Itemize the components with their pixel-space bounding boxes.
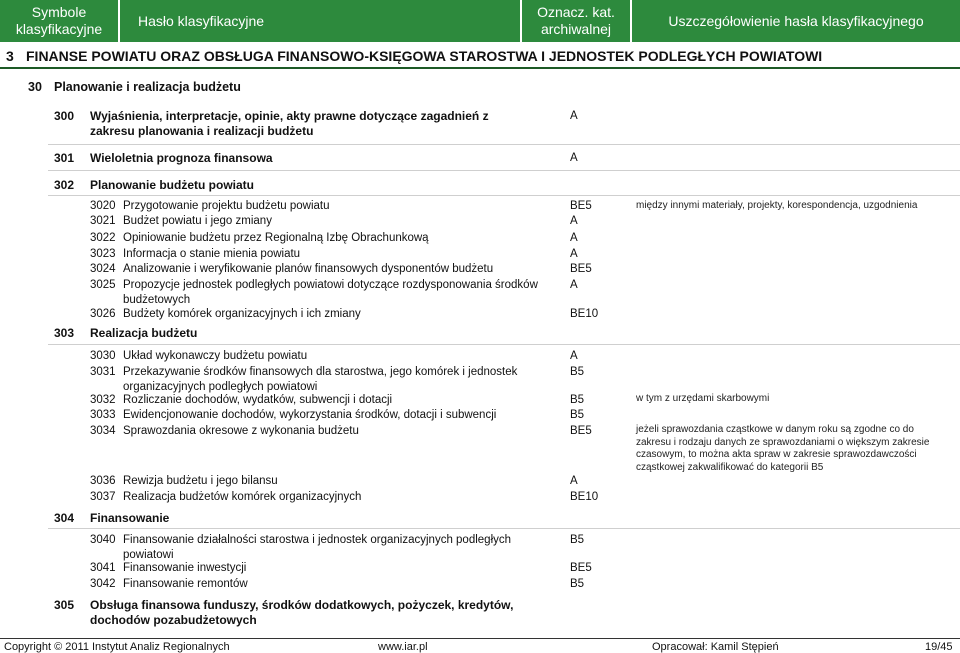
table-header bbox=[0, 0, 960, 42]
entry-code: 3036 bbox=[90, 475, 116, 487]
entry-title: Sprawozdania okresowe z wykonania budżetu bbox=[123, 425, 359, 437]
entry-title: Finansowanie działalności starostwa i jednostek organizacyjnych podległych powiatowi bbox=[123, 534, 512, 561]
class-code: 301 bbox=[54, 151, 75, 165]
entry-title: Analizowanie i weryfikowanie planów finansowych dysponentów budżetu bbox=[123, 263, 494, 275]
class-title: Planowanie budżetu powiatu bbox=[90, 178, 255, 192]
row-divider bbox=[48, 170, 960, 171]
archive-category: A bbox=[570, 110, 578, 122]
entry-code: 3025 bbox=[90, 279, 116, 291]
entry-note: jeżeli sprawozdania cząstkowe w danym roku są zgodne co do zakresu i rodzaju danych ze sprawozdaniami o większym zakresie czasowym, to można akta spraw w zakresie sprawozdawczości cząstkowej zakwalifikować do kategorii B5 bbox=[636, 424, 930, 473]
footer-author: Opracował: Kamil Stępień bbox=[652, 641, 779, 653]
entry-code: 3033 bbox=[90, 409, 116, 421]
class-code: 303 bbox=[54, 326, 75, 340]
footer-url[interactable]: www.iar.pl bbox=[378, 641, 428, 653]
class-title: Realizacja budżetu bbox=[90, 326, 198, 340]
entry-title: Rewizja budżetu i jego bilansu bbox=[123, 475, 278, 487]
entry-code: 3037 bbox=[90, 491, 116, 503]
entry-code: 3032 bbox=[90, 394, 116, 406]
header-symbol: Symbole klasyfikacyjne bbox=[15, 4, 103, 37]
class-title: Wyjaśnienia, interpretacje, opinie, akty prawne dotyczące zagadnień z zakresu planowania i realizacji budżetu bbox=[90, 109, 489, 138]
entry-code: 3030 bbox=[90, 350, 116, 362]
entry-code: 3021 bbox=[90, 215, 116, 227]
archive-category: A bbox=[570, 232, 578, 244]
entry-code: 3023 bbox=[90, 248, 116, 260]
entry-title: Rozliczanie dochodów, wydatków, subwencji i dotacji bbox=[123, 394, 393, 406]
archive-category: A bbox=[570, 279, 578, 291]
entry-code: 3034 bbox=[90, 425, 116, 437]
page-footer bbox=[0, 638, 960, 653]
header-details: Uszczegółowienie hasła klasyfikacyjnego bbox=[668, 12, 924, 29]
entry-title: Przygotowanie projektu budżetu powiatu bbox=[123, 200, 330, 212]
archive-category: A bbox=[570, 152, 578, 164]
archive-category: BE10 bbox=[570, 308, 599, 320]
archive-category: BE5 bbox=[570, 425, 592, 437]
class-title: Wieloletnia prognoza finansowa bbox=[90, 151, 273, 165]
header-category: Oznacz. kat. archiwalnej bbox=[537, 4, 615, 37]
entry-title: Informacja o stanie mienia powiatu bbox=[123, 248, 301, 260]
class-code: 305 bbox=[54, 598, 75, 612]
header-title: Hasło klasyfikacyjne bbox=[138, 12, 265, 29]
group-title: Planowanie i realizacja budżetu bbox=[54, 80, 241, 94]
archive-category: B5 bbox=[570, 534, 585, 546]
entry-code: 3042 bbox=[90, 578, 116, 590]
class-title: Finansowanie bbox=[90, 511, 170, 525]
archive-category: A bbox=[570, 248, 578, 260]
entry-code: 3031 bbox=[90, 366, 116, 378]
entry-code: 3040 bbox=[90, 534, 116, 546]
archive-category: BE5 bbox=[570, 200, 592, 212]
entry-title: Budżety komórek organizacyjnych i ich zmiany bbox=[123, 308, 361, 320]
archive-category: A bbox=[570, 475, 578, 487]
entry-note: w tym z urzędami skarbowymi bbox=[636, 393, 770, 404]
entry-title: Budżet powiatu i jego zmiany bbox=[123, 215, 272, 227]
archive-category: A bbox=[570, 215, 578, 227]
archive-category: BE10 bbox=[570, 491, 599, 503]
entry-code: 3026 bbox=[90, 308, 116, 320]
entry-title: Ewidencjonowanie dochodów, wykorzystania środków, dotacji i subwencji bbox=[123, 409, 497, 421]
entry-code: 3020 bbox=[90, 200, 116, 212]
archive-category: B5 bbox=[570, 366, 585, 378]
archive-category: BE5 bbox=[570, 263, 592, 275]
entry-title: Finansowanie inwestycji bbox=[123, 562, 247, 574]
archive-category: B5 bbox=[570, 394, 585, 406]
section-rule bbox=[0, 67, 960, 69]
entry-code: 3041 bbox=[90, 562, 116, 574]
entry-title: Finansowanie remontów bbox=[123, 578, 248, 590]
group-code: 30 bbox=[28, 80, 42, 94]
class-title: Obsługa finansowa funduszy, środków dodatkowych, pożyczek, kredytów, dochodów pozabudżetowych bbox=[90, 598, 514, 627]
entry-title: Układ wykonawczy budżetu powiatu bbox=[123, 350, 308, 362]
archive-category: B5 bbox=[570, 409, 585, 421]
entry-code: 3022 bbox=[90, 232, 116, 244]
entry-title: Przekazywanie środków finansowych dla starostwa, jego komórek i jednostek organizacyjnych podległych powiatowi bbox=[123, 366, 518, 393]
entry-title: Propozycje jednostek podległych powiatowi dotyczące rozdysponowania środków budżetowych bbox=[123, 279, 538, 306]
archive-category: A bbox=[570, 350, 578, 362]
row-divider bbox=[48, 528, 960, 529]
section-title: FINANSE POWIATU ORAZ OBSŁUGA FINANSOWO-KSIĘGOWA STAROSTWA I JEDNOSTEK PODLEGŁYCH POWIATOWI bbox=[26, 48, 823, 64]
row-divider bbox=[48, 144, 960, 145]
section-code: 3 bbox=[6, 48, 14, 64]
footer-copyright: Copyright © 2011 Instytut Analiz Regionalnych bbox=[4, 641, 230, 653]
class-code: 304 bbox=[54, 511, 75, 525]
footer-page-number: 19/45 bbox=[925, 641, 953, 653]
row-divider bbox=[48, 195, 960, 196]
entry-code: 3024 bbox=[90, 263, 116, 275]
archive-category: B5 bbox=[570, 578, 585, 590]
entry-title: Realizacja budżetów komórek organizacyjnych bbox=[123, 491, 362, 503]
entry-note: między innymi materiały, projekty, korespondencja, uzgodnienia bbox=[636, 200, 918, 211]
archive-category: BE5 bbox=[570, 562, 592, 574]
class-code: 302 bbox=[54, 178, 75, 192]
class-code: 300 bbox=[54, 109, 75, 123]
entry-title: Opiniowanie budżetu przez Regionalną Izbę Obrachunkową bbox=[123, 232, 429, 244]
row-divider bbox=[48, 344, 960, 345]
